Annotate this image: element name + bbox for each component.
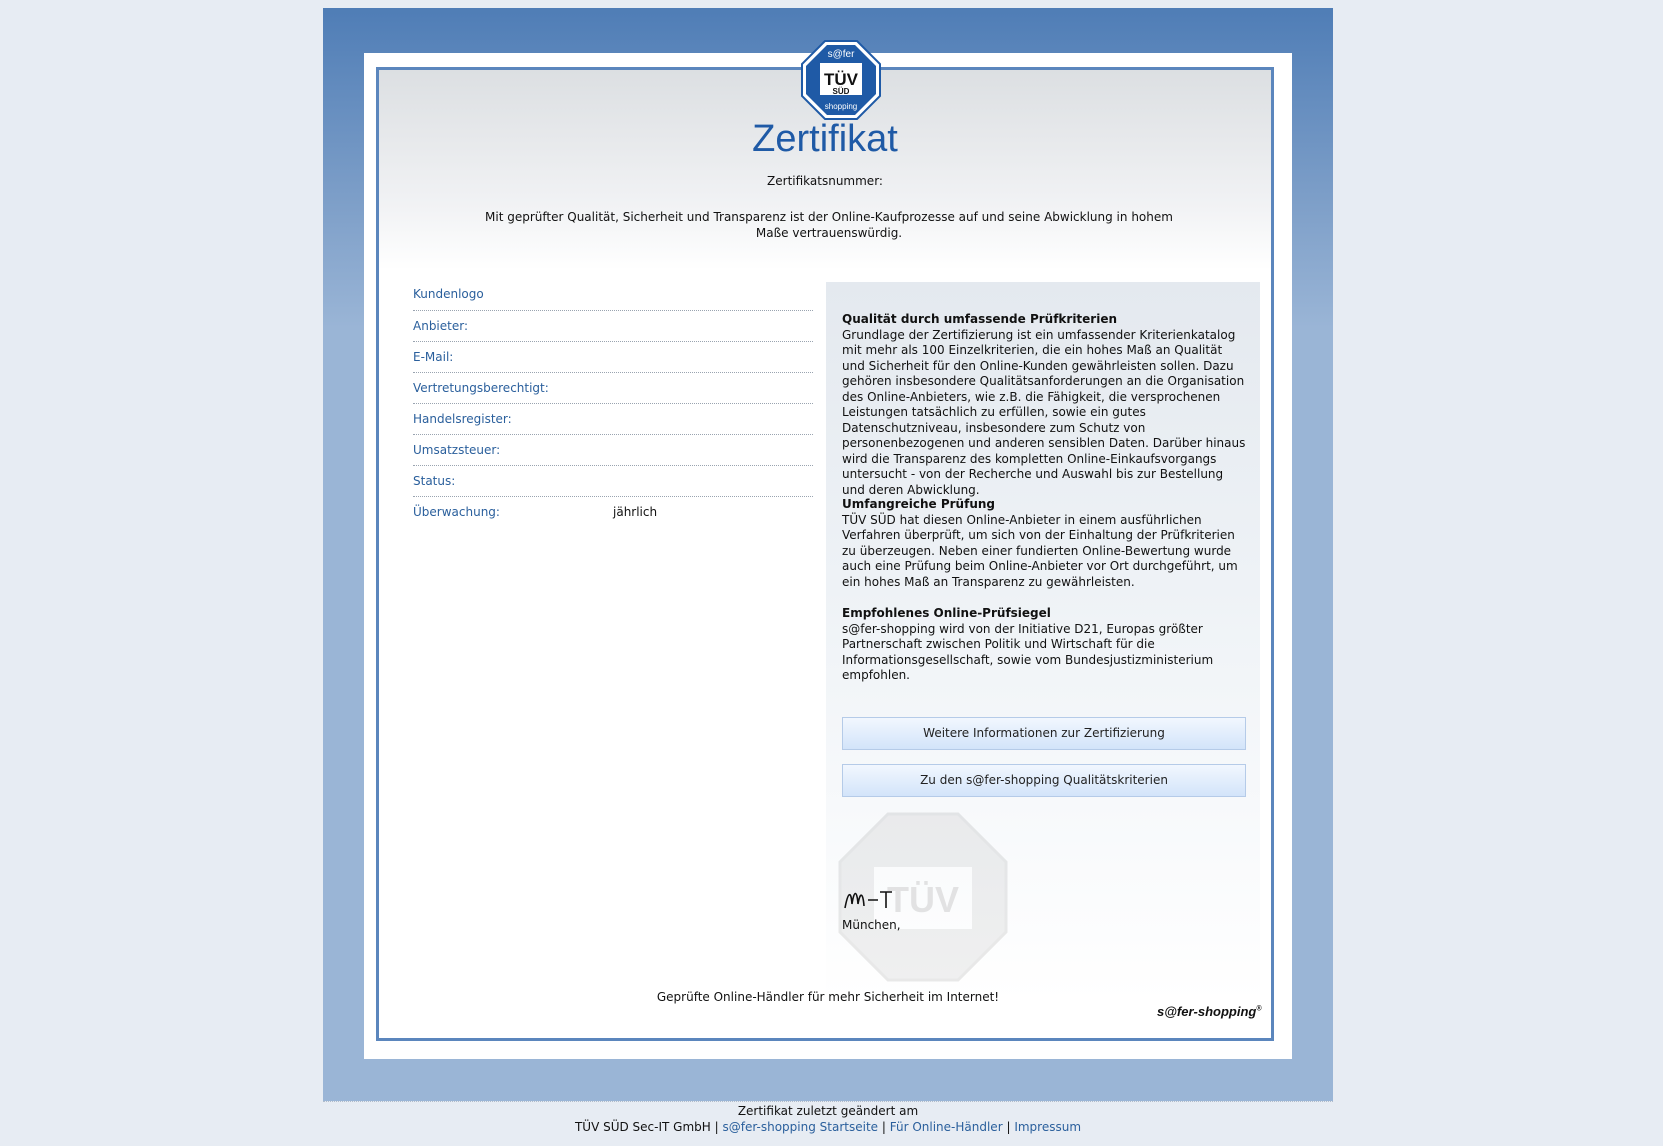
detail-label: Handelsregister:	[413, 412, 512, 426]
footer	[323, 1103, 1333, 1135]
section-text: TÜV SÜD hat diesen Online-Anbieter in einem ausführlichen Verfahren überprüft, um sich von der Einhaltung der Prüfkriterien zu überzeugen. Neben einer fundierten Online-Bewertung wurde auch eine Prüfung beim Online-Anbieter vor Ort durchgeführt, um ein hohes Maß an Transparenz zu gewährleisten.	[842, 512, 1238, 589]
section-heading: Empfohlenes Online-Prüfsiegel	[842, 606, 1051, 620]
section-heading: Umfangreiche Prüfung	[842, 497, 995, 511]
footer-link-haendler[interactable]: Für Online-Händler	[889, 1120, 1003, 1134]
detail-row-vertretung	[413, 373, 813, 404]
certificate-background	[323, 8, 1333, 1101]
safer-shopping-logo: s@fer-shopping®	[1157, 1004, 1262, 1019]
section-text: s@fer-shopping wird von der Initiative D21, Europas größter Partnerschaft zwischen Politik und Wirtschaft für die Informationsgesellschaft, sowie vom Bundesjustizministerium empfohlen.	[842, 621, 1214, 682]
detail-row-ueberwachung	[413, 497, 813, 527]
detail-label: E-Mail:	[413, 350, 454, 364]
certificate-frame	[376, 49, 1274, 1041]
customer-logo-row	[413, 278, 813, 311]
detail-label: Umsatzsteuer:	[413, 443, 501, 457]
footer-link-startseite[interactable]: s@fer-shopping Startseite	[722, 1120, 879, 1134]
detail-value: jährlich	[613, 505, 658, 519]
footer-link-impressum[interactable]: Impressum	[1014, 1120, 1082, 1134]
svg-text:s@fer: s@fer	[827, 49, 855, 60]
info-section-audit	[842, 497, 1246, 590]
info-section-criteria	[842, 312, 1246, 498]
signature-icon	[842, 882, 902, 916]
footer-changed-text: Zertifikat zuletzt geändert am	[737, 1104, 919, 1118]
detail-row-handelsregister	[413, 404, 813, 435]
intro-text: Mit geprüfter Qualität, Sicherheit und Transparenz ist der Online-Kaufprozesse auf und seine Abwicklung in hohem Maße vertrauenswürdig.	[485, 210, 1173, 240]
certificate-details	[413, 278, 813, 527]
tuv-seal-icon	[801, 40, 881, 120]
signature-city: München,	[842, 918, 901, 932]
page-title: Zertifikat	[752, 118, 898, 160]
detail-row-status	[413, 466, 813, 497]
footer-divider	[323, 1101, 1333, 1102]
detail-label: Vertretungsberechtigt:	[413, 381, 549, 395]
quality-criteria-button[interactable]: Zu den s@fer-shopping Qualitätskriterien	[842, 764, 1246, 797]
detail-label: Status:	[413, 474, 456, 488]
svg-text:shopping: shopping	[824, 102, 858, 111]
info-panel	[826, 282, 1260, 1002]
section-heading: Qualität durch umfassende Prüfkriterien	[842, 312, 1118, 326]
svg-text:TÜV: TÜV	[887, 879, 959, 920]
detail-row-umsatzsteuer	[413, 435, 813, 466]
footer-separator: |	[1006, 1120, 1011, 1134]
detail-label: Anbieter:	[413, 319, 469, 333]
certificate-paper	[364, 49, 1292, 1059]
slogan-text: Geprüfte Online-Händler für mehr Sicherheit im Internet!	[656, 990, 1000, 1004]
footer-separator: |	[714, 1120, 719, 1134]
footer-company: TÜV SÜD Sec-IT GmbH	[574, 1120, 711, 1134]
svg-text:TÜV: TÜV	[824, 70, 858, 89]
info-section-recommended	[842, 606, 1246, 684]
footer-links	[323, 1119, 1333, 1135]
certificate-number-label: Zertifikatsnummer:	[767, 174, 883, 188]
section-text: Grundlage der Zertifizierung ist ein umfassender Kriterienkatalog mit mehr als 100 Einzelkriterien, die ein hohes Maß an Qualität und Sicherheit für den Online-Kunden gewährleisten sollen. Dazu gehören insbesondere Qualitätsanforderungen an die Organisation des Online-Anbieters, wie z.B. die Fähigkeit, die versprochenen Leistungen tatsächlich zu erfüllen, sowie ein gutes Datenschutzniveau, insbesondere zum Schutz von personenbezogenen und anderen sensiblen Daten. Darüber hinaus wird die Transparenz des kompletten Online-Einkaufsvorgangs untersucht - von der Recherche und Auswahl bis zur Bestellung und deren Abwicklung.	[842, 327, 1246, 497]
customer-logo-label: Kundenlogo	[413, 287, 484, 301]
detail-row-anbieter	[413, 311, 813, 342]
svg-text:SÜD: SÜD	[832, 87, 850, 96]
detail-row-email	[413, 342, 813, 373]
more-info-button[interactable]: Weitere Informationen zur Zertifizierung	[842, 717, 1246, 750]
footer-separator: |	[881, 1120, 886, 1134]
detail-label: Überwachung:	[413, 505, 500, 519]
